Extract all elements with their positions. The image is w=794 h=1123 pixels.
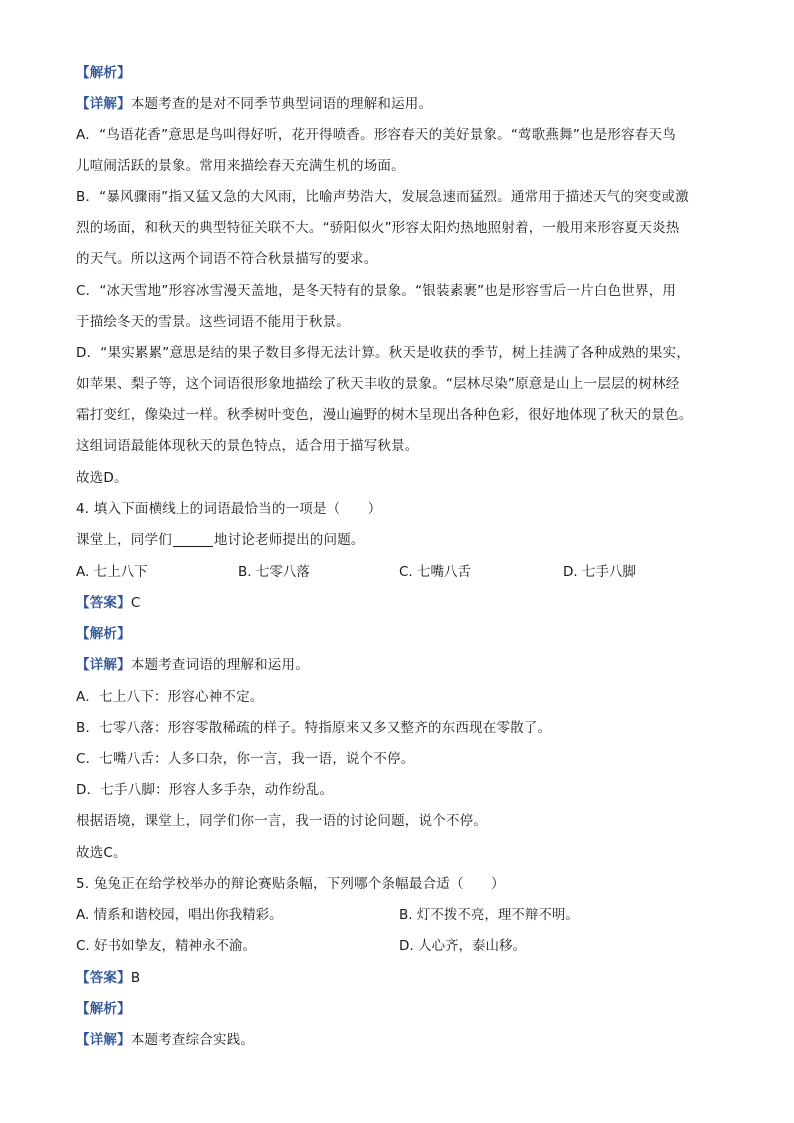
explanation-line: 根据语境，课堂上，同学们你一言，我一语的讨论问题，说个不停。 — [76, 813, 487, 829]
answer-value: B — [130, 970, 141, 986]
q4-answer-line — [76, 594, 734, 612]
q5-answer-line — [76, 969, 734, 987]
detail-line-1 — [76, 95, 734, 113]
detail-line-2 — [76, 656, 734, 674]
sentence-after: 地讨论老师提出的问题。 — [213, 532, 365, 548]
detail-label: 【详解】 — [76, 1032, 131, 1048]
explanation-line: C．“冰天雪地”形容冰雪漫天盖地，是冬天特有的景象。“银装素裹”也是形容雪后一片白色世界，用 — [76, 283, 677, 299]
q4-option-c: C. 七嘴八舌 — [399, 564, 472, 580]
explanation-line: A．七上八下：形容心神不定。 — [76, 689, 264, 705]
explanation-line: D．“果实累累”意思是结的果子数目多得无法计算。秋天是收获的季节，树上挂满了各种成熟的果实， — [76, 345, 691, 361]
explanation-line: D．七手八脚：形容人多手杂，动作纷乱。 — [76, 782, 334, 798]
detail-text: 本题考查词语的理解和运用。 — [130, 657, 309, 673]
answer-label: 【答案】 — [76, 595, 131, 611]
answer-label: 【答案】 — [76, 970, 131, 986]
detail-label: 【详解】 — [76, 657, 131, 673]
explanation-line: 霜打变红，像染过一样。秋季树叶变色，漫山遍野的树木呈现出各种色彩，很好地体现了秋天的景色。 — [76, 407, 693, 423]
explanation-line: 的天气。所以这两个词语不符合秋景描写的要求。 — [76, 251, 378, 267]
explanation-line: 于描绘冬天的雪景。这些词语不能用于秋景。 — [76, 314, 350, 330]
explanation-line: 这组词语最能体现秋天的景色特点，适合用于描写秋景。 — [76, 438, 419, 454]
q5-option-b: B. 灯不拨不亮，理不辩不明。 — [399, 907, 579, 923]
explanation-line: 烈的场面，和秋天的典型特征关联不大。“骄阳似火”形容太阳灼热地照射着，一般用来形容夏天炎热 — [76, 220, 680, 236]
analysis-heading-2: 【解析】 — [76, 626, 131, 642]
question-4-stem: 4. 填入下面横线上的词语最恰当的一项是（ ） — [76, 501, 382, 517]
explanation-line: B．“暴风骤雨”指又猛又急的大风雨，比喻声势浩大，发展急速而猛烈。通常用于描述天气的突变或激 — [76, 189, 689, 205]
conclusion-line: 故选C。 — [76, 845, 127, 861]
q4-option-d: D. 七手八脚 — [563, 564, 636, 580]
question-5-stem: 5. 兔兔正在给学校举办的辩论赛贴条幅，下列哪个条幅最合适（ ） — [76, 876, 505, 892]
q5-option-d: D. 人心齐，泰山移。 — [399, 938, 526, 954]
answer-blank — [173, 532, 213, 547]
analysis-heading-3: 【解析】 — [76, 1001, 131, 1017]
explanation-line: C．七嘴八舌：人多口杂，你一言，我一语，说个不停。 — [76, 751, 415, 767]
explanation-line: A．“鸟语花香”意思是鸟叫得好听，花开得喷香。形容春天的美好景象。“莺歌燕舞”也是形容春天鸟 — [76, 127, 676, 143]
detail-text: 本题考查的是对不同季节典型词语的理解和运用。 — [130, 96, 433, 112]
explanation-line: B．七零八落：形容零散稀疏的样子。特指原来又多又整齐的东西现在零散了。 — [76, 720, 552, 736]
analysis-heading-1: 【解析】 — [76, 65, 131, 81]
q4-option-b: B. 七零八落 — [238, 564, 310, 580]
q5-option-c: C. 好书如挚友，精神永不渝。 — [76, 938, 257, 954]
q4-option-a: A. 七上八下 — [76, 564, 148, 580]
conclusion-line: 故选D。 — [76, 470, 128, 486]
q5-option-a: A. 情系和谐校园，唱出你我精彩。 — [76, 907, 283, 923]
explanation-line: 儿喧闹活跃的景象。常用来描绘春天充满生机的场面。 — [76, 158, 405, 174]
explanation-line: 如苹果、梨子等，这个词语很形象地描绘了秋天丰收的景象。“层林尽染”原意是山上一层层的树林经 — [76, 376, 680, 392]
detail-line-3 — [76, 1031, 734, 1049]
answer-value: C — [130, 595, 141, 611]
sentence-before: 课堂上，同学们 — [76, 532, 172, 548]
detail-label: 【详解】 — [76, 96, 131, 112]
question-4-sentence — [76, 531, 734, 549]
detail-text: 本题考查综合实践。 — [130, 1032, 255, 1048]
